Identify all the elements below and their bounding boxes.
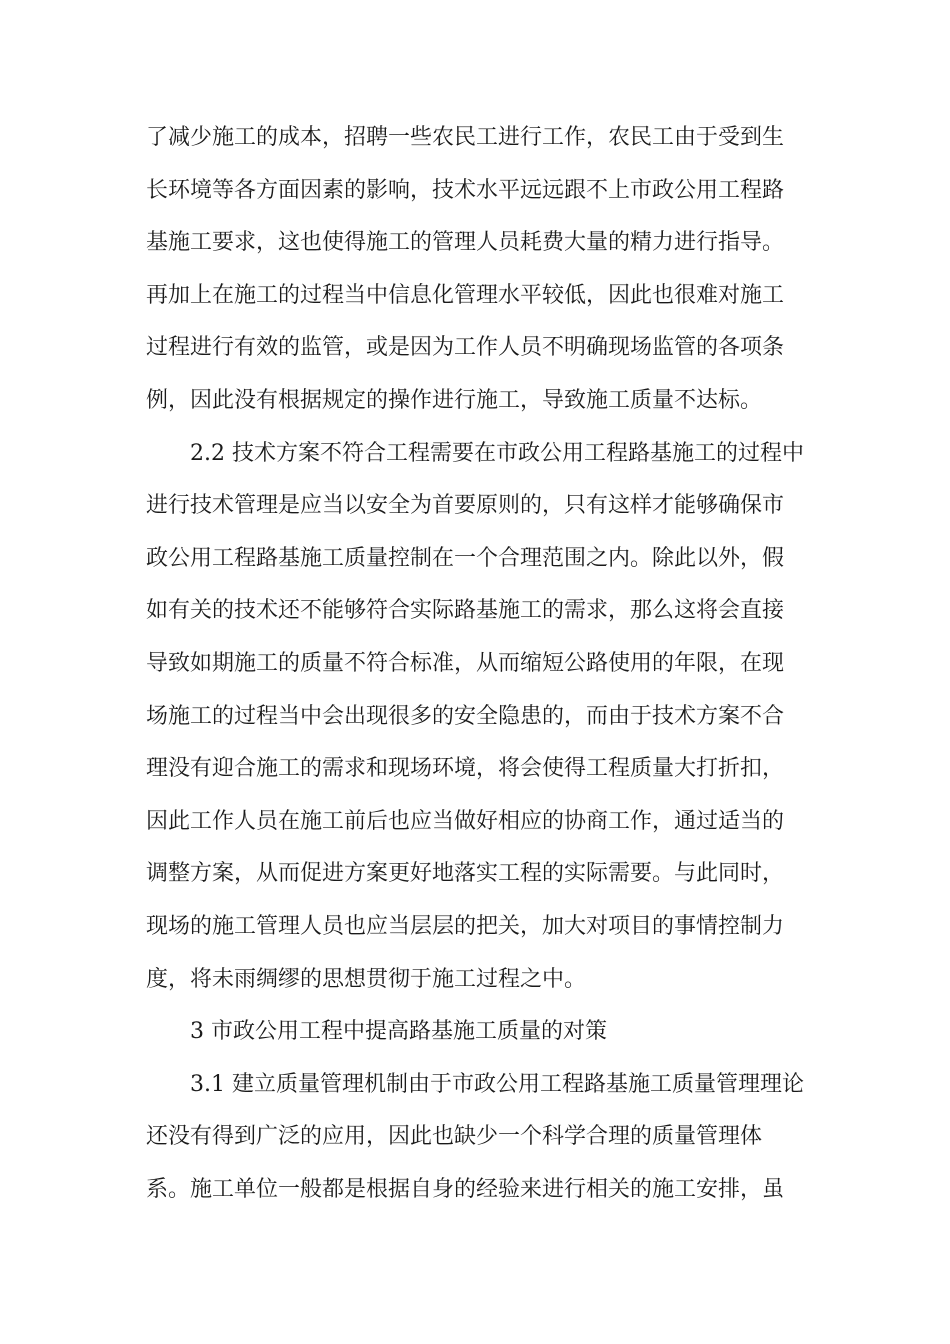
paragraph-line: 还没有得到广泛的应用，因此也缺少一个科学合理的质量管理体 bbox=[146, 1124, 763, 1150]
document-body bbox=[146, 112, 806, 1216]
paragraph-line: 系。施工单位一般都是根据自身的经验来进行相关的施工安排，虽 bbox=[146, 1176, 785, 1202]
paragraph-line: 因此工作人员在施工前后也应当做好相应的协商工作，通过适当的 bbox=[146, 808, 785, 834]
paragraph-line: 过程进行有效的监管，或是因为工作人员不明确现场监管的各项条 bbox=[146, 335, 785, 361]
paragraph-line: 政公用工程路基施工质量控制在一个合理范围之内。除此以外，假 bbox=[146, 545, 785, 571]
paragraph-line: 调整方案，从而促进方案更好地落实工程的实际需要。与此同时， bbox=[146, 861, 785, 887]
section-heading-2-2: 2.2 技术方案不符合工程需要在市政公用工程路基施工的过程中 bbox=[190, 440, 804, 466]
paragraph-line: 例，因此没有根据规定的操作进行施工，导致施工质量不达标。 bbox=[146, 387, 763, 413]
paragraph-line: 进行技术管理是应当以安全为首要原则的，只有这样才能够确保市 bbox=[146, 493, 785, 519]
paragraph-line: 理没有迎合施工的需求和现场环境，将会使得工程质量大打折扣， bbox=[146, 756, 785, 782]
paragraph-line: 导致如期施工的质量不符合标准，从而缩短公路使用的年限，在现 bbox=[146, 650, 785, 676]
paragraph-line: 如有关的技术还不能够符合实际路基施工的需求，那么这将会直接 bbox=[146, 598, 785, 624]
section-heading-3: 3 市政公用工程中提高路基施工质量的对策 bbox=[190, 1019, 607, 1045]
paragraph-line: 场施工的过程当中会出现很多的安全隐患的，而由于技术方案不合 bbox=[146, 703, 785, 729]
paragraph-line: 长环境等各方面因素的影响，技术水平远远跟不上市政公用工程路 bbox=[146, 177, 785, 203]
paragraph-line: 了减少施工的成本，招聘一些农民工进行工作，农民工由于受到生 bbox=[146, 125, 785, 150]
paragraph-line: 再加上在施工的过程当中信息化管理水平较低，因此也很难对施工 bbox=[146, 282, 785, 308]
paragraph-line: 度，将未雨绸缪的思想贯彻于施工过程之中。 bbox=[146, 966, 587, 992]
paragraph-line: 基施工要求，这也使得施工的管理人员耗费大量的精力进行指导。 bbox=[146, 230, 785, 256]
paragraph-line: 现场的施工管理人员也应当层层的把关，加大对项目的事情控制力 bbox=[146, 913, 785, 939]
section-heading-3-1: 3.1 建立质量管理机制由于市政公用工程路基施工质量管理理论 bbox=[190, 1071, 804, 1097]
